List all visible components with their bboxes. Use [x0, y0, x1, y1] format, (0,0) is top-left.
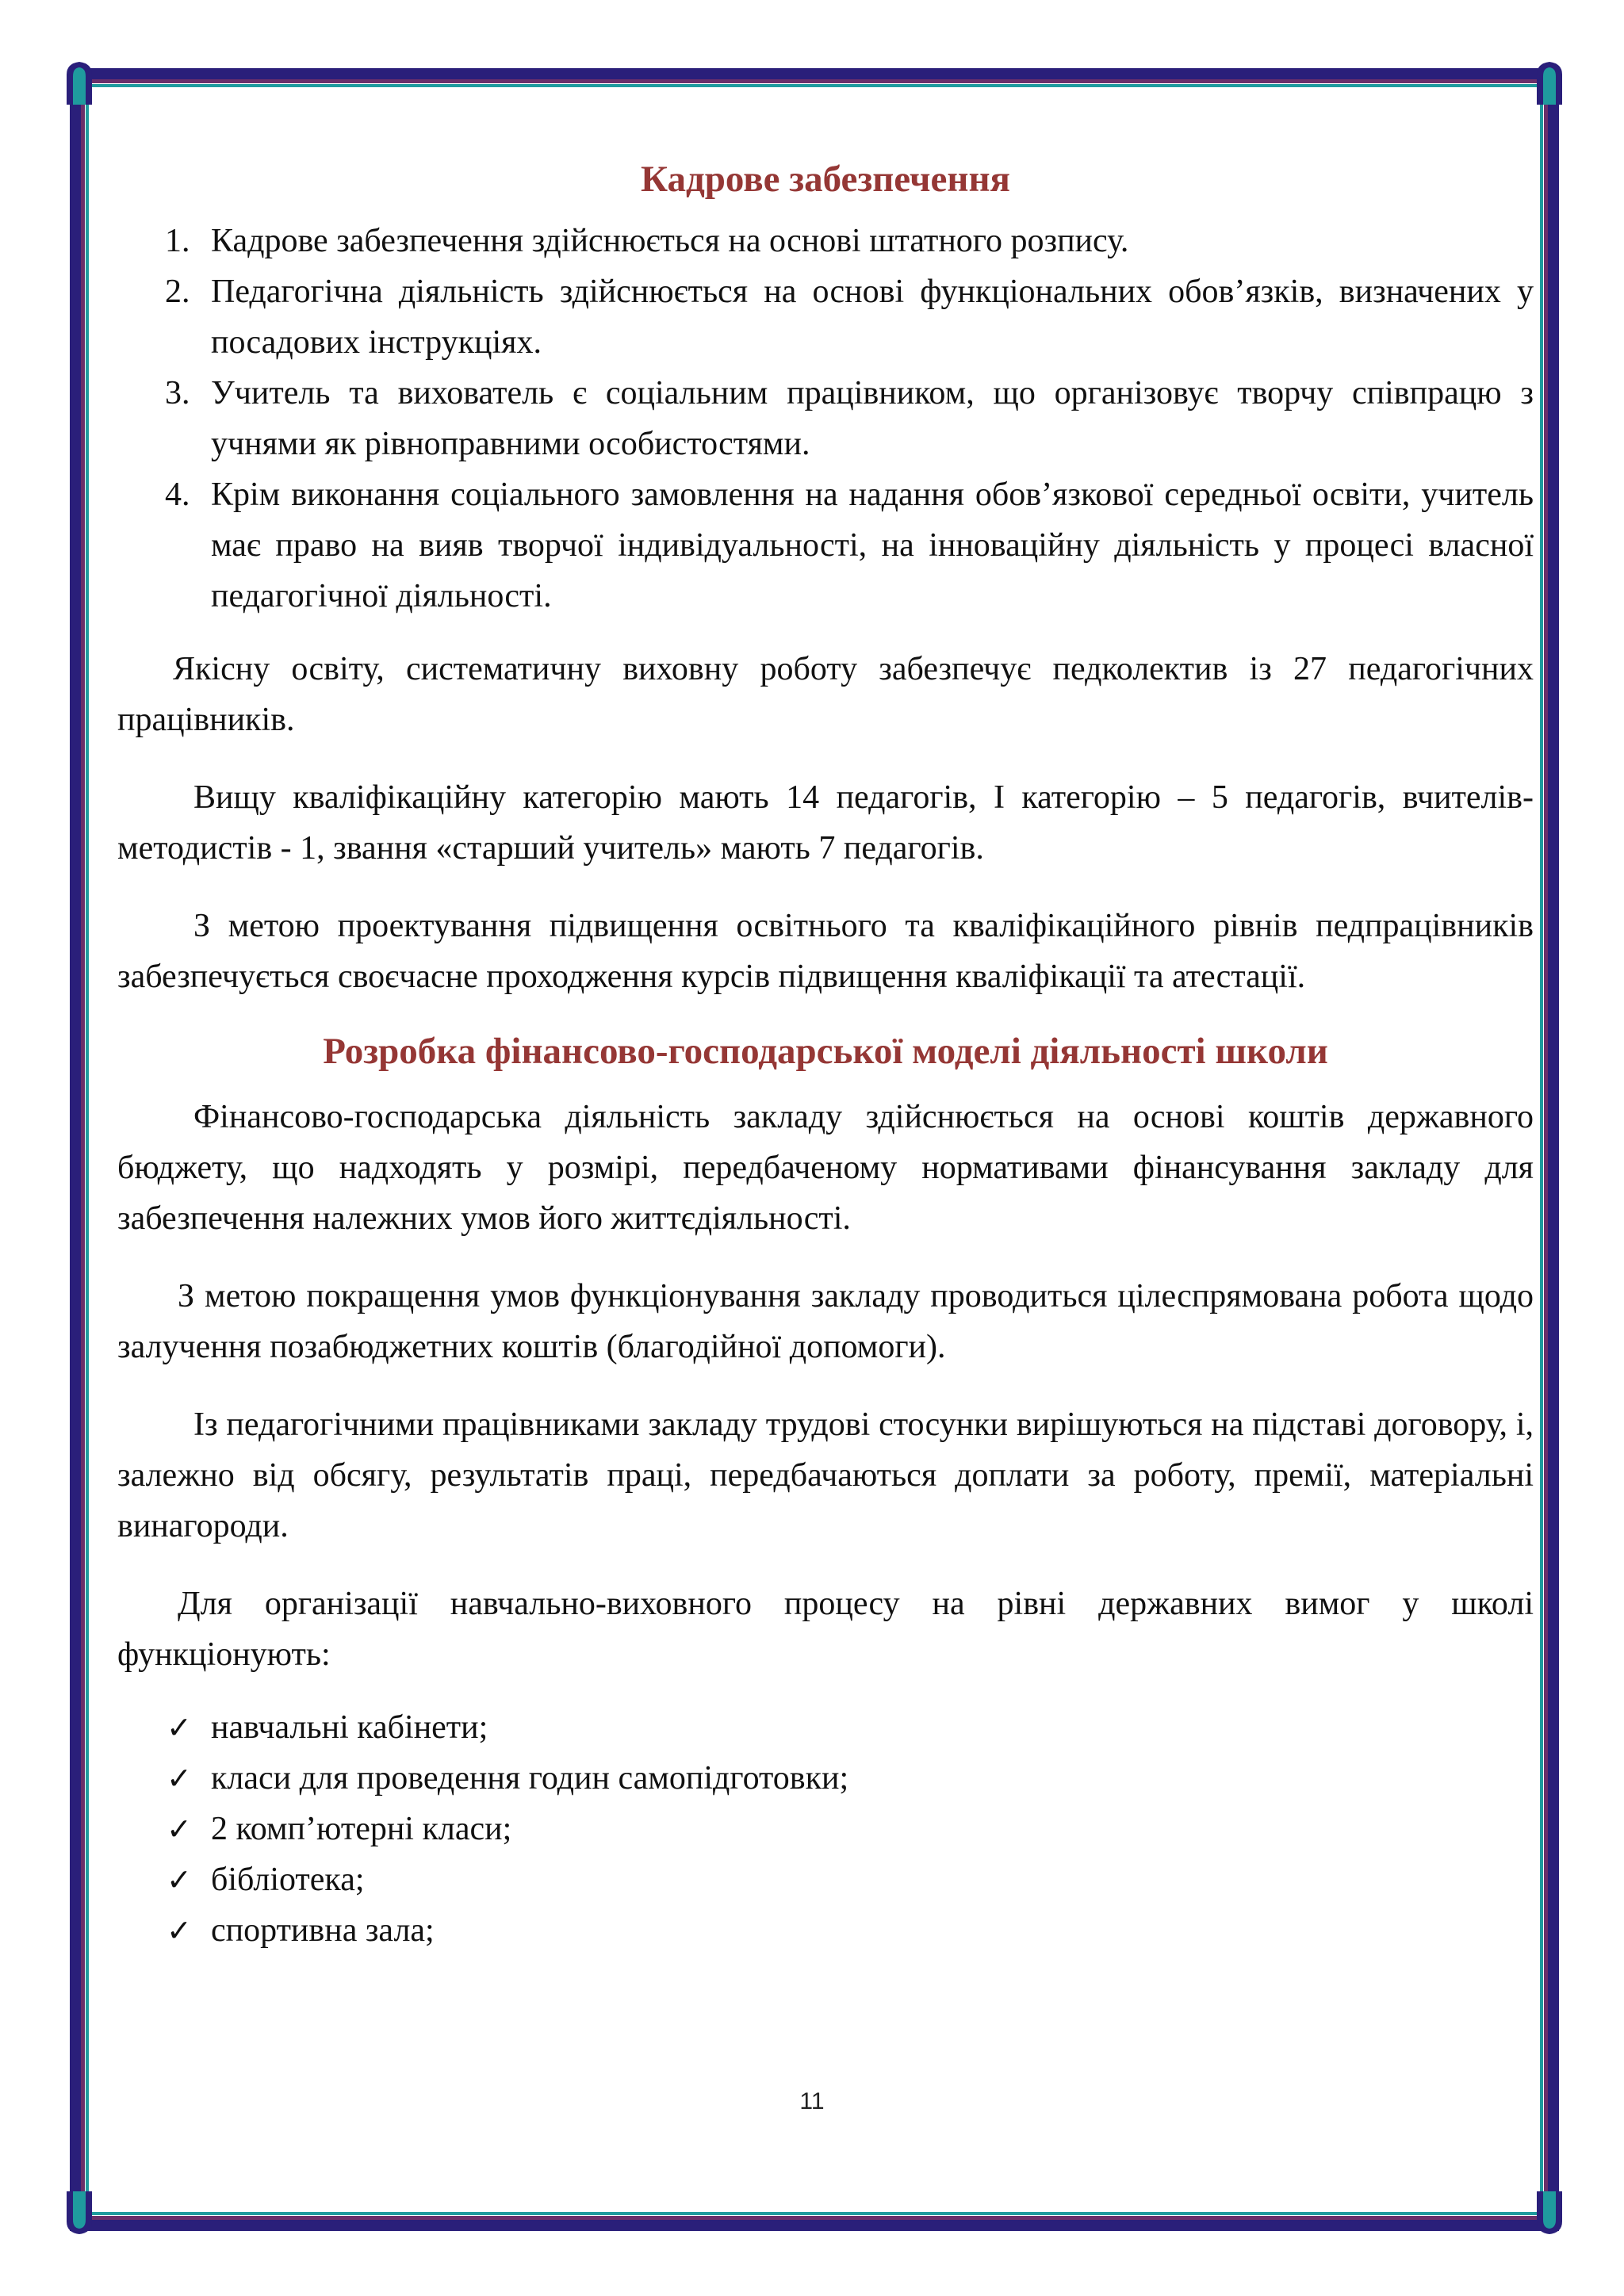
list-item: [117, 1905, 1534, 1956]
list-item-text: навчальні кабінети;: [211, 1709, 488, 1746]
page-number: 11: [799, 2088, 825, 2114]
list-item-text: Кадрове забезпечення здійснюється на основі штатного розпису.: [211, 223, 1129, 260]
checkmark-icon: ✓: [167, 1912, 192, 1948]
list-item-text: бібліотека;: [211, 1861, 365, 1898]
list-item: [117, 266, 1534, 368]
paragraph-extra-funds: З метою покращення умов функціонування закладу проводиться цілеспрямована робота щодо залучення позабюджетних коштів (благодійної допомоги).: [117, 1277, 1534, 1365]
list-item-text: Учитель та вихователь є соціальним працівником, що організовує творчу співпрацю з учнями як рівноправними особистостями.: [211, 375, 1534, 463]
list-item-number: 4.: [165, 476, 190, 514]
checkmark-icon: ✓: [167, 1862, 192, 1897]
section-title-finance: Розробка фінансово-господарської моделі діяльності школи: [323, 1031, 1328, 1073]
paragraph-facilities-intro: Для організації навчально-виховного процесу на рівні державних вимог у школі функціонують:: [117, 1585, 1534, 1673]
paragraph-finance-activity: Фінансово-господарська діяльність закладу здійснюється на основі коштів державного бюджету, що надходять у розмірі, передбаченому нормативами фінансування закладу для забезпечення належних умов його життєдіяльності.: [117, 1098, 1534, 1237]
section-title-staffing: Кадрове забезпечення: [641, 159, 1010, 200]
list-item-text: Крім виконання соціального замовлення на надання обов’язкової середньої освіти, учитель має право на вияв творчої індивідуальності, на інноваційну діяльність у процесі власної педагогічної діяльності.: [211, 476, 1534, 615]
paragraph-staff-count: Якісну освіту, систематичну виховну роботу забезпечує педколектив із 27 педагогічних працівників.: [117, 651, 1534, 739]
list-item-number: 3.: [165, 375, 190, 412]
list-item: [117, 368, 1534, 469]
list-item-text: класи для проведення годин самопідготовки;: [211, 1759, 849, 1797]
corner-ornament-icon: [1534, 2191, 1565, 2236]
list-item: [117, 216, 1534, 266]
checkmark-icon: ✓: [167, 1709, 192, 1745]
facilities-list: [117, 1702, 1534, 1956]
list-item: [117, 1854, 1534, 1905]
list-item-number: 2.: [165, 274, 190, 311]
list-item-number: 1.: [165, 223, 190, 260]
list-item: [117, 1804, 1534, 1854]
document-content: [117, 119, 1534, 1956]
list-item-text: спортивна зала;: [211, 1911, 435, 1949]
list-item: [117, 469, 1534, 622]
list-item: [117, 1702, 1534, 1753]
checkmark-icon: ✓: [167, 1811, 192, 1846]
paragraph-qualification: Вищу кваліфікаційну категорію мають 14 педагогів, І категорію – 5 педагогів, вчителів-методистів - 1, звання «старший учитель» мають 7 педагогів.: [117, 779, 1534, 867]
list-item-text: 2 комп’ютерні класи;: [211, 1810, 512, 1847]
corner-ornament-icon: [1534, 60, 1565, 105]
list-item-text: Педагогічна діяльність здійснюється на основі функціональних обов’язків, визначених у посадових інструкціях.: [211, 274, 1534, 362]
paragraph-labor-relations: Із педагогічними працівниками закладу трудові стосунки вирішуються на підставі договору, і, залежно від обсягу, результатів праці, передбачаються доплати за роботу, премії, матеріальні винагороди.: [117, 1406, 1534, 1544]
staffing-numbered-list: [117, 216, 1534, 622]
paragraph-training: З метою проектування підвищення освітнього та кваліфікаційного рівнів педпрацівників забезпечується своєчасне проходження курсів підвищення кваліфікації та атестації.: [117, 908, 1534, 996]
list-item: [117, 1753, 1534, 1804]
corner-ornament-icon: [63, 60, 95, 105]
corner-ornament-icon: [63, 2191, 95, 2236]
checkmark-icon: ✓: [167, 1760, 192, 1796]
